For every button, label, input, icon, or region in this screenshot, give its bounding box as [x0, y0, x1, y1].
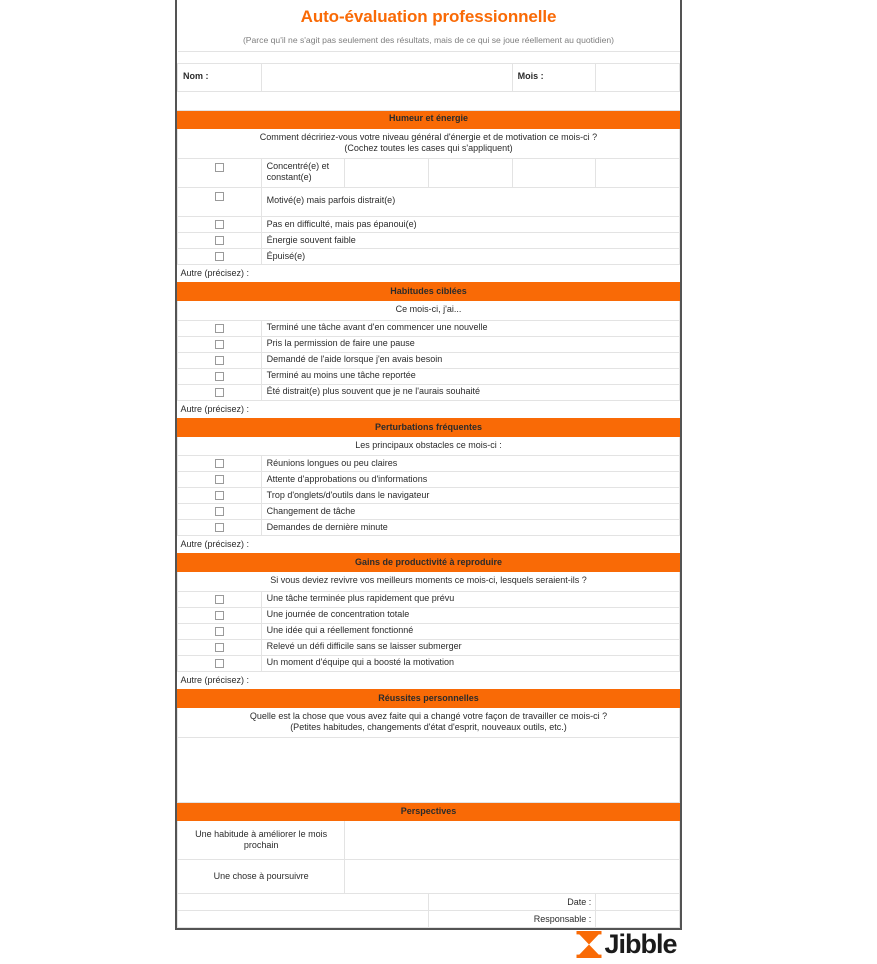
- option-label: Changement de tâche: [261, 504, 679, 520]
- option-row: [178, 336, 680, 352]
- name-input[interactable]: [261, 63, 512, 91]
- checkbox-cell[interactable]: [178, 217, 262, 233]
- perspectives-label-improve: Une habitude à améliorer le mois prochain: [178, 821, 345, 860]
- other-field-humeur[interactable]: Autre (précisez) :: [178, 265, 680, 283]
- section-header-reussites: [178, 689, 680, 707]
- checkbox-icon[interactable]: [215, 192, 224, 201]
- other-row-humeur: [178, 265, 680, 283]
- subtitle-row: [178, 32, 680, 51]
- identity-spacer-row: [178, 91, 680, 110]
- perspectives-input-continue[interactable]: [345, 860, 680, 894]
- option-row: [178, 384, 680, 400]
- prompt-humeur-line2: (Cochez toutes les cases qui s'appliquent): [344, 142, 513, 153]
- title-row: [178, 0, 680, 32]
- option-label: Été distrait(e) plus souvent que je ne l'aurais souhaité: [261, 384, 679, 400]
- option-row: [178, 249, 680, 265]
- worksheet-table: [177, 0, 680, 964]
- identity-spacer: [178, 91, 680, 110]
- option-label: Réunions longues ou peu claires: [261, 456, 679, 472]
- section-prompt-reussites: [178, 707, 680, 738]
- prompt-reussites-line1: Quelle est la chose que vous avez faite qui a changé votre façon de travailler ce mois-ci ?: [249, 710, 608, 721]
- option-label: Une journée de concentration totale: [261, 607, 679, 623]
- checkbox-cell[interactable]: [178, 520, 262, 536]
- checkbox-cell[interactable]: [178, 233, 262, 249]
- jibble-logo: [576, 931, 676, 958]
- date-input[interactable]: [596, 894, 680, 911]
- logo-cell: [178, 928, 680, 964]
- option-row: [178, 217, 680, 233]
- reussites-answer-input[interactable]: [178, 738, 680, 803]
- other-field-perturbations[interactable]: Autre (précisez) :: [178, 536, 680, 554]
- section-header-habitudes: [178, 283, 680, 301]
- checkbox-icon[interactable]: [215, 252, 224, 261]
- page-subtitle-cell: [178, 32, 680, 51]
- logo-row: [178, 928, 680, 964]
- checkbox-cell[interactable]: [178, 504, 262, 520]
- option-label: Pris la permission de faire une pause: [261, 336, 679, 352]
- section-title-habitudes: Habitudes ciblées: [178, 283, 680, 301]
- option-label: Relevé un défi difficile sans se laisser submerger: [261, 639, 679, 655]
- option-label: Terminé une tâche avant d'en commencer une nouvelle: [261, 320, 679, 336]
- option-row: [178, 233, 680, 249]
- section-header-gains: [178, 554, 680, 572]
- option-row: [178, 488, 680, 504]
- checkbox-cell[interactable]: [178, 384, 262, 400]
- checkbox-cell[interactable]: [178, 472, 262, 488]
- checkbox-icon[interactable]: [215, 324, 224, 333]
- section-title-perturbations: Perturbations fréquentes: [178, 418, 680, 436]
- manager-label: Responsable :: [428, 911, 595, 928]
- section-title-reussites: Réussites personnelles: [178, 689, 680, 707]
- name-label: Nom :: [178, 63, 262, 91]
- page-title-cell: [178, 0, 680, 32]
- checkbox-icon[interactable]: [215, 372, 224, 381]
- checkbox-cell[interactable]: [178, 249, 262, 265]
- prompt-reussites: [178, 707, 680, 738]
- perspectives-label-continue: Une chose à poursuivre: [178, 860, 345, 894]
- worksheet-page: [175, 0, 682, 960]
- section-title-humeur: Humeur et énergie: [178, 110, 680, 128]
- checkbox-icon[interactable]: [215, 595, 224, 604]
- perspectives-input-improve[interactable]: [345, 821, 680, 860]
- checkbox-cell[interactable]: [178, 607, 262, 623]
- checkbox-icon[interactable]: [215, 523, 224, 532]
- checkbox-icon[interactable]: [215, 236, 224, 245]
- page-title: Auto-évaluation professionnelle: [300, 7, 557, 26]
- other-row-gains: [178, 671, 680, 689]
- month-input[interactable]: [596, 63, 680, 91]
- perspectives-row: [178, 860, 680, 894]
- identity-row: [178, 63, 680, 91]
- checkbox-cell[interactable]: [178, 488, 262, 504]
- checkbox-icon[interactable]: [215, 659, 224, 668]
- option-label: Demandes de dernière minute: [261, 520, 679, 536]
- checkbox-icon[interactable]: [215, 163, 224, 172]
- checkbox-cell[interactable]: [178, 456, 262, 472]
- checkbox-cell[interactable]: [178, 188, 262, 217]
- manager-input[interactable]: [596, 911, 680, 928]
- checkbox-icon[interactable]: [215, 340, 224, 349]
- prompt-humeur-line1: Comment décririez-vous votre niveau général d'énergie et de motivation ce mois-ci ?: [259, 131, 598, 142]
- option-row: [178, 520, 680, 536]
- option-label: Concentré(e) et constant(e): [261, 159, 345, 188]
- option-label: Motivé(e) mais parfois distrait(e): [261, 188, 679, 217]
- option-row: [178, 368, 680, 384]
- option-extra-cell-d: [596, 159, 680, 188]
- option-row: [178, 591, 680, 607]
- signature-manager-spacer: [178, 911, 429, 928]
- option-label: Attente d'approbations ou d'informations: [261, 472, 679, 488]
- section-header-perturbations: [178, 418, 680, 436]
- checkbox-cell[interactable]: [178, 159, 262, 188]
- section-prompt-humeur: [178, 128, 680, 159]
- option-row: [178, 188, 680, 217]
- checkbox-cell[interactable]: [178, 639, 262, 655]
- section-header-perspectives: [178, 803, 680, 821]
- checkbox-cell[interactable]: [178, 591, 262, 607]
- prompt-habitudes: Ce mois-ci, j'ai...: [178, 301, 680, 320]
- section-prompt-habitudes: [178, 301, 680, 320]
- hourglass-icon: [576, 931, 602, 958]
- option-label: Énergie souvent faible: [261, 233, 679, 249]
- option-label: Épuisé(e): [261, 249, 679, 265]
- reussites-answer-row: [178, 738, 680, 803]
- other-row-habitudes: [178, 400, 680, 418]
- checkbox-icon[interactable]: [215, 643, 224, 652]
- checkbox-icon[interactable]: [215, 475, 224, 484]
- header-spacer-row: [178, 51, 680, 63]
- checkbox-icon[interactable]: [215, 611, 224, 620]
- checkbox-cell[interactable]: [178, 623, 262, 639]
- page-subtitle: (Parce qu'il ne s'agit pas seulement des résultats, mais de ce qui se joue réellement au quotidien): [242, 35, 615, 46]
- signature-date-spacer: [178, 894, 429, 911]
- option-row: [178, 159, 680, 188]
- other-field-habitudes[interactable]: Autre (précisez) :: [178, 400, 680, 418]
- option-row: [178, 623, 680, 639]
- option-label: Terminé au moins une tâche reportée: [261, 368, 679, 384]
- option-extra-cell-c: [512, 159, 596, 188]
- option-label: Pas en difficulté, mais pas épanoui(e): [261, 217, 679, 233]
- option-extra-cell-b: [428, 159, 512, 188]
- section-prompt-gains: [178, 572, 680, 591]
- checkbox-icon[interactable]: [215, 220, 224, 229]
- perspectives-row: [178, 821, 680, 860]
- header-spacer: [178, 51, 680, 63]
- option-label: Demandé de l'aide lorsque j'en avais besoin: [261, 352, 679, 368]
- date-label: Date :: [428, 894, 595, 911]
- checkbox-icon[interactable]: [215, 507, 224, 516]
- checkbox-cell[interactable]: [178, 655, 262, 671]
- checkbox-icon[interactable]: [215, 627, 224, 636]
- jibble-wordmark: Jibble: [604, 929, 677, 960]
- other-field-gains[interactable]: Autre (précisez) :: [178, 671, 680, 689]
- signature-date-row: [178, 894, 680, 911]
- checkbox-icon[interactable]: [215, 356, 224, 365]
- option-label: Un moment d'équipe qui a boosté la motivation: [261, 655, 679, 671]
- option-row: [178, 320, 680, 336]
- section-title-perspectives: Perspectives: [178, 803, 680, 821]
- other-row-perturbations: [178, 536, 680, 554]
- option-label: Une idée qui a réellement fonctionné: [261, 623, 679, 639]
- option-row: [178, 655, 680, 671]
- option-row: [178, 456, 680, 472]
- section-title-gains: Gains de productivité à reproduire: [178, 554, 680, 572]
- section-header-humeur: [178, 110, 680, 128]
- option-row: [178, 352, 680, 368]
- option-row: [178, 472, 680, 488]
- checkbox-cell[interactable]: [178, 352, 262, 368]
- prompt-reussites-line2: (Petites habitudes, changements d'état d'esprit, nouveaux outils, etc.): [290, 722, 567, 732]
- prompt-perturbations: Les principaux obstacles ce mois-ci :: [178, 436, 680, 455]
- prompt-humeur: [178, 128, 680, 159]
- option-row: [178, 639, 680, 655]
- month-label: Mois :: [512, 63, 596, 91]
- checkbox-icon[interactable]: [215, 459, 224, 468]
- section-prompt-perturbations: [178, 436, 680, 455]
- prompt-gains: Si vous deviez revivre vos meilleurs moments ce mois-ci, lesquels seraient-ils ?: [178, 572, 680, 591]
- checkbox-icon[interactable]: [215, 491, 224, 500]
- checkbox-cell[interactable]: [178, 320, 262, 336]
- option-row: [178, 607, 680, 623]
- checkbox-icon[interactable]: [215, 388, 224, 397]
- signature-manager-row: [178, 911, 680, 928]
- option-label: Une tâche terminée plus rapidement que prévu: [261, 591, 679, 607]
- checkbox-cell[interactable]: [178, 368, 262, 384]
- option-row: [178, 504, 680, 520]
- option-label: Trop d'onglets/d'outils dans le navigateur: [261, 488, 679, 504]
- checkbox-cell[interactable]: [178, 336, 262, 352]
- option-extra-cell-a: [345, 159, 429, 188]
